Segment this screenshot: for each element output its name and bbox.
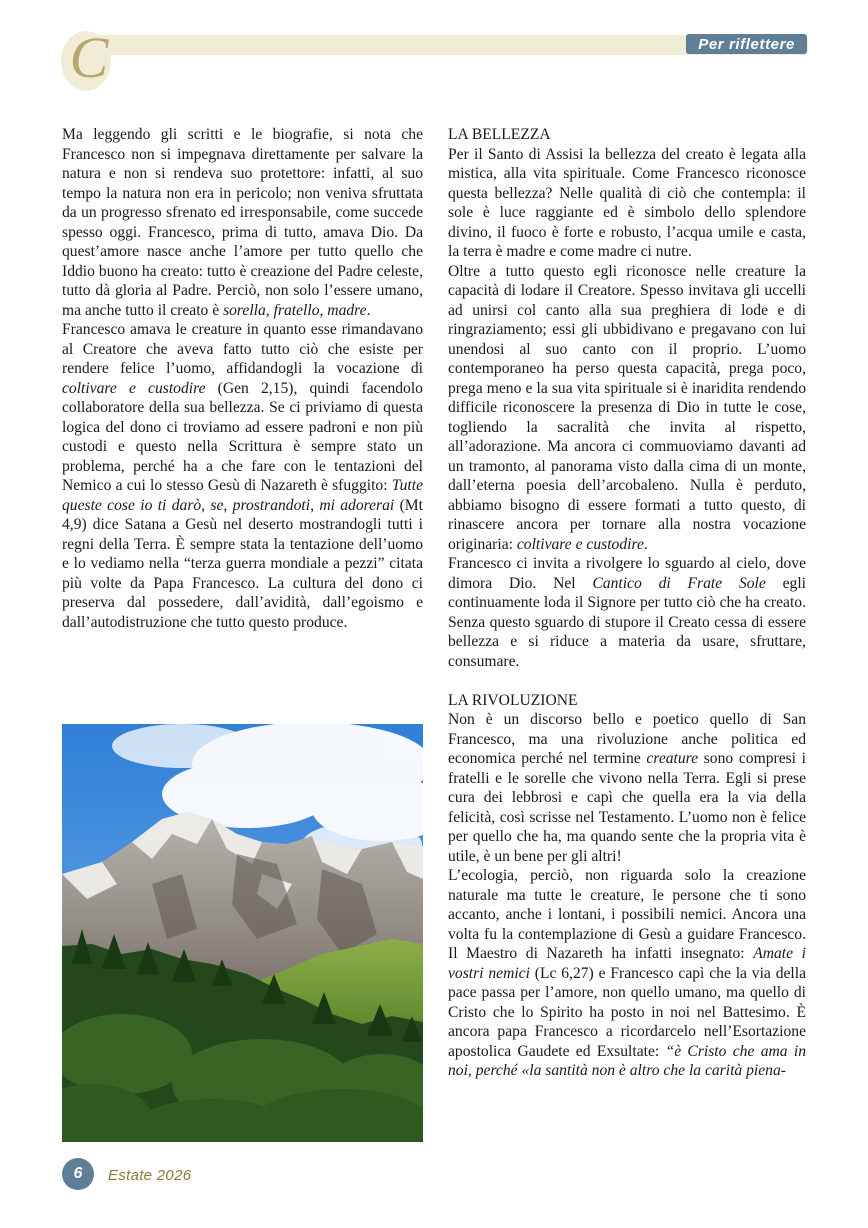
paragraph [62,125,423,320]
paragraph [448,554,806,671]
paragraph [448,866,806,1081]
italic-text: Amate i vostri nemici [448,945,806,982]
paragraph [448,262,806,555]
text-run: Oltre a tutto questo egli riconosce nelle creature la capacità di lodare il Creatore. Spesso invitava gli uccelli ad unirsi col canto alla sua preghiera di lode e di ringraziamento; essi gli ubbidivano e pregavano con lui unendosi al suo canto con il proprio. L’uomo contemporaneo ha perso questa capacità, prega poco, prega meno e la sua vita spirituale si è inaridita rendendo difficile riconoscere la presenza di Dio in tutte le cose, togliendo la sacralità che invita al rispetto, all’adorazione. Ma ancora ci commuoviamo davanti ad un tramonto, al panorama visto dalla cima di un monte, dall’eterna poesia dell’arcobaleno. Nulla è perduto, abbiamo bisogno di essere formati a tutto questo, di rinascere ancora per tornare alla nostra vocazione originaria: [448,262,806,553]
italic-text: sorella, fratello, madre [223,301,367,319]
paragraph [448,145,806,262]
text-run: (Lc 6,27) e Francesco capì che la via della pace passa per l’amore, non quello umano, ma quello di Cristo che lo Spirito ha posto in noi nel Battesimo. È ancora papa Francesco a ricordarcelo nell’Esortazione apostolica Gaudete ed Exsultate: [448,964,807,1060]
right-column [448,125,806,1081]
section-initial-letter: C [69,25,109,90]
text-run: . [366,301,371,319]
text-run: egli continuamente loda il Signore per tutto ciò che ha creato. Senza questo sguardo di stupore il Creato cessa di essere bellezza e si riduce a materia da usare, sfruttare, consumare. [448,574,806,670]
italic-text: “è Cristo che ama in noi, perché «la santità non è altro che la carità piena- [448,1042,806,1079]
section-badge: Per riflettere [686,34,807,54]
text-run: Francesco amava le creature in quanto esse rimandavano al Creatore che aveva fatto tutto ciò che esiste per rendere felice l’uomo, affidandogli la vocazione di [62,321,423,377]
text-run: Non è un discorso bello e poetico quello di San Francesco, ma una rivoluzione anche politica ed economica perché nel termine [448,711,806,767]
section-heading-rivoluzione: LA RIVOLUZIONE [448,691,578,709]
issue-label: Estate 2026 [108,1167,192,1184]
italic-text: coltivare e custodire [62,379,206,397]
italic-text: Tutte queste cose io ti darò, se, prostrandoti, mi adorerai [62,477,423,514]
text-run: (Gen 2,15), quindi facendolo collaboratore della sua bellezza. Se ci priviamo di questa logica del dono ci troviamo ad essere padroni e non più custodi e questo nella Scrittura è sempre stato un problema, perché ha a che fare con le tentazioni del Nemico a cui lo stesso Gesù di Nazareth è sfuggito: [62,379,423,494]
left-column [62,125,423,632]
italic-text: creature [646,750,699,767]
section-heading-bellezza: LA BELLEZZA [448,126,551,143]
italic-text: Cantico di Frate Sole [592,574,766,592]
italic-text: coltivare e custodire [516,535,644,553]
text-run: (Mt 4,9) dice Satana a Gesù nel deserto mostrandogli tutti i regni della Terra. È sempre stata la tentazione dell’uomo e lo vediamo nella “terza guerra mondiale a pezzi” citata più volte da Papa Francesco. La cultura del dono ci preserva dal possedere, dall’avidità, dall’egoismo e dall’autodistruzione che tutto questo produce. [62,496,424,631]
paragraph [448,710,806,866]
mountain-landscape-image [62,724,423,1142]
text-run: Per il Santo di Assisi la bellezza del creato è legata alla mistica, alla vita spirituale. Come Francesco riconosce questa bellezza? Nelle qualità di ciò che contempla: il sole è luce raggiante ed è simbolo dello splendore divino, il fuoco è forte e robusto, l’acqua umile e casta, la terra è madre e come madre ci nutre. [448,145,806,260]
text-run: sono compresi i fratelli e le sorelle che vivono nella Terra. Egli si prese cura dei lebbrosi e capì che quella era la via della felicità, così scrisse nel Testamento. L’uomo non è felice per quello che ha, ma quando sente che la propria vita è utile, è un bene per gli altri! [448,750,807,865]
spacer [448,671,806,691]
mountain-photo [62,724,423,1142]
text-run: . [643,535,648,553]
page-number: 6 [62,1158,94,1190]
paragraph [62,320,423,632]
text-run: Ma leggendo gli scritti e le biografie, si nota che Francesco non si impegnava direttamente per salvare la natura e non si rendeva suo protettore: infatti, al suo tempo la natura non era in pericolo; non veniva sfruttata da un progresso sfrenato ed irresponsabile, come succede spesso oggi. Francesco, prima di tutto, amava Dio. Da quest’amore nasce anche l’amore per tutto quello che Iddio buono ha creato: tutto è creazione del Padre celeste, tutto dà gloria al Padre. Perciò, non solo l’essere umano, ma anche tutto il creato è [62,126,423,319]
text-run: L’ecologia, perciò, non riguarda solo la creazione naturale ma tutte le creature, le persone che ti sono accanto, anche i lontani, i possibili nemici. Ancora una volta fu la contemplazione di Gesù a guidare Francesco. Il Maestro di Nazareth ha infatti insegnato: [448,867,806,962]
text-run: Francesco ci invita a rivolgere lo sguardo al cielo, dove dimora Dio. Nel [448,555,806,592]
